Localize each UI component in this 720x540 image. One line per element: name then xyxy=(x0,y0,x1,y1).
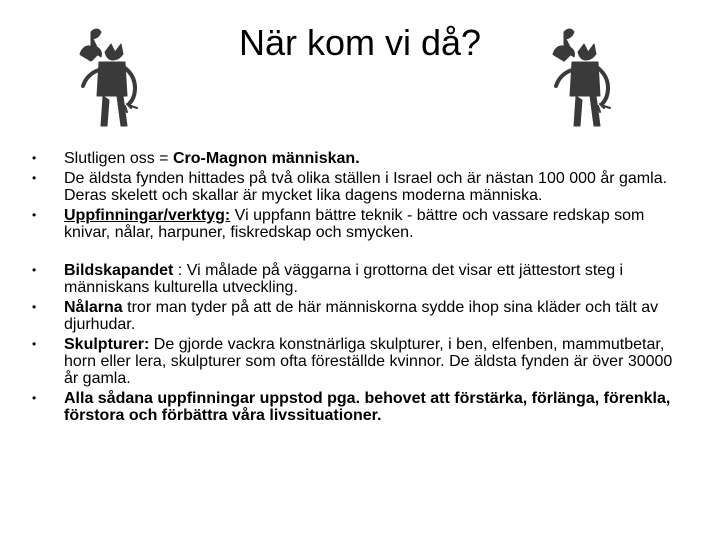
list-item xyxy=(26,262,686,296)
bullet-bold-text: Uppfinningar/verktyg: xyxy=(64,207,231,224)
cave-painting-figure-icon xyxy=(65,22,151,130)
bullet-bold-text: Cro-Magnon människan. xyxy=(172,150,360,167)
list-item xyxy=(26,150,686,167)
bullet-dot: • xyxy=(32,300,37,314)
bullet-dot: • xyxy=(32,337,37,351)
bullet-text: : Vi målade på väggarna i grottorna det visar ett jättestort steg i människans kulturella utveckling. xyxy=(64,262,624,296)
bullet-dot: • xyxy=(32,208,37,222)
bullet-text: De äldsta fynden hittades på två olika ställen i Israel och är nästan 100 000 år gamla. Deras skelett och skallar är mycket lika dagens moderna människa. xyxy=(64,170,668,204)
list-item xyxy=(26,336,686,387)
bullet-bold-text: Bildskapandet xyxy=(64,262,174,279)
list-item xyxy=(26,207,686,241)
slide-title: När kom vi då? xyxy=(238,22,482,63)
bullet-bold-text: Nålarna xyxy=(64,299,123,316)
bullet-text: Slutligen oss = xyxy=(64,150,173,167)
list-item xyxy=(26,299,686,333)
bullet-text: De gjorde vackra konstnärliga skulpturer, i ben, elfenben, mammutbetar, horn eller lera, skulpturer som ofta föreställde kvinnor. De äldsta fynden är över 30000 år gamla. xyxy=(64,336,673,387)
bullet-text: tror man tyder på att de här människorna sydde ihop sina kläder och tält av djurhudar. xyxy=(64,299,659,333)
list-item xyxy=(26,170,686,204)
cave-painting-figure-icon xyxy=(538,22,624,130)
bullet-list xyxy=(26,150,686,424)
bullet-bold-text: Alla sådana uppfinningar uppstod pga. behovet att förstärka, förlänga, förenkla, förstora och förbättra våra livssituationer. xyxy=(64,390,671,424)
bullet-text: Vi uppfann bättre teknik - bättre och vassare redskap som knivar, nålar, harpuner, fiskredskap och smycken. xyxy=(64,207,645,241)
bullet-dot: • xyxy=(32,263,37,277)
bullet-dot: • xyxy=(32,391,37,405)
bullet-dot: • xyxy=(32,151,37,165)
bullet-dot: • xyxy=(32,171,37,185)
bullet-bold-text: Skulpturer: xyxy=(64,336,150,353)
list-item xyxy=(26,390,686,424)
cave-painting-figure-icon-left-graphic xyxy=(65,22,151,130)
cave-painting-figure-icon-right-graphic xyxy=(538,22,624,130)
